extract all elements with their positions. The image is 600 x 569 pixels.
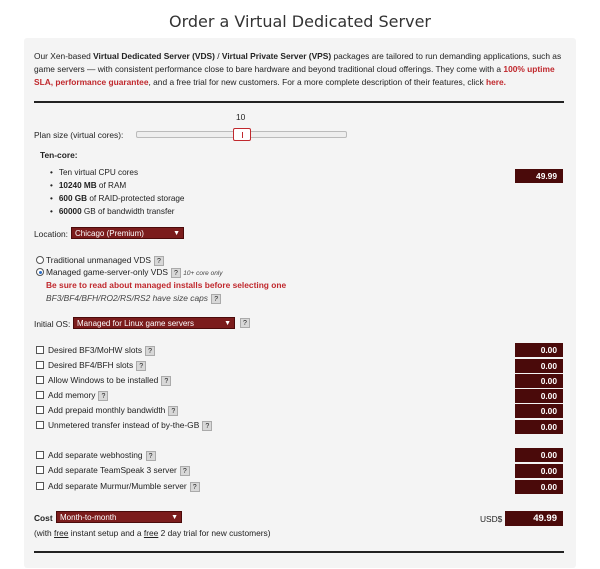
addon-label: Add memory ? — [48, 390, 108, 401]
cost-label: Cost — [34, 513, 53, 523]
managed-note: 10+ core only — [183, 270, 223, 277]
page-title: Order a Virtual Dedicated Server — [168, 12, 431, 31]
os-label: Initial OS: — [34, 319, 71, 329]
addon-price: 0.00 — [515, 359, 563, 373]
help-icon[interactable]: ? — [202, 421, 212, 431]
intro-part: packages are tailored to run demanding applications, such as game servers — with consistent performance close to bare hardware and beyond traditional cloud offerings. They come with a — [34, 51, 562, 74]
managed-radio[interactable] — [36, 268, 44, 276]
help-icon[interactable]: ? — [136, 361, 146, 371]
chevron-down-icon: ▼ — [173, 230, 180, 237]
free-setup-link[interactable]: free — [54, 528, 69, 538]
cost-note: (with free instant setup and a free 2 day trial for new customers) — [34, 528, 271, 538]
help-icon[interactable]: ? — [98, 391, 108, 401]
addon-price: 0.00 — [515, 420, 563, 434]
addon-price: 0.00 — [515, 374, 563, 388]
addon-checkbox[interactable] — [36, 346, 44, 354]
intro-part: , and a free trial for new customers. For a more complete description of their features, click — [148, 77, 486, 87]
extra-price: 0.00 — [515, 480, 563, 494]
intro-vps: Virtual Private Server (VPS) — [221, 51, 332, 61]
extra-label: Add separate Murmur/Mumble server ? — [48, 481, 200, 492]
chevron-down-icon: ▼ — [171, 514, 178, 521]
extra-checkbox[interactable] — [36, 466, 44, 474]
managed-warning[interactable]: Be sure to read about managed installs before selecting one — [46, 280, 287, 290]
addon-label: Add prepaid monthly bandwidth ? — [48, 405, 178, 416]
addon-price: 0.00 — [515, 343, 563, 357]
total-price: 49.99 — [505, 511, 563, 526]
divider — [34, 551, 564, 553]
intro-part: , — [50, 77, 56, 87]
help-icon[interactable]: ? — [146, 451, 156, 461]
extra-checkbox[interactable] — [36, 451, 44, 459]
addon-checkbox[interactable] — [36, 406, 44, 414]
help-icon[interactable]: ? — [171, 268, 181, 278]
managed-option: Managed game-server-only VDS ? 10+ core only — [46, 267, 223, 277]
addon-label: Desired BF4/BFH slots ? — [48, 360, 146, 371]
feature-item: • Ten virtual CPU cores — [50, 166, 184, 179]
intro-part: Our Xen-based — [34, 51, 94, 61]
intro-vds: Virtual Dedicated Server (VDS) — [93, 51, 215, 61]
feature-item: • 10240 MB of RAM — [50, 179, 184, 192]
addon-label: Desired BF3/MoHW slots ? — [48, 345, 155, 356]
uptime-sla-link[interactable]: 100% uptime SLA — [34, 64, 555, 87]
unmanaged-radio[interactable] — [36, 256, 44, 264]
unmanaged-option: Traditional unmanaged VDS ? — [46, 255, 164, 266]
help-icon[interactable]: ? — [211, 294, 221, 304]
addon-price: 0.00 — [515, 404, 563, 418]
extra-label: Add separate TeamSpeak 3 server ? — [48, 465, 190, 476]
location-label: Location: — [34, 229, 68, 239]
addon-checkbox[interactable] — [36, 421, 44, 429]
intro-part: / — [214, 51, 222, 61]
location-select[interactable] — [71, 227, 184, 239]
cost-period-selected: Month-to-month — [60, 513, 117, 522]
help-icon[interactable]: ? — [190, 482, 200, 492]
feature-item: • 600 GB of RAID-protected storage — [50, 192, 184, 205]
cost-period-select[interactable] — [56, 511, 182, 523]
addon-label: Unmetered transfer instead of by-the-GB ? — [48, 420, 212, 431]
intro-text — [34, 50, 566, 89]
extra-label: Add separate webhosting ? — [48, 450, 156, 461]
help-icon[interactable]: ? — [161, 376, 171, 386]
help-icon[interactable]: ? — [180, 466, 190, 476]
plan-features — [50, 166, 184, 218]
free-trial-link[interactable]: free — [143, 528, 159, 538]
addon-checkbox[interactable] — [36, 376, 44, 384]
plan-size-label: Plan size (virtual cores): — [34, 130, 124, 140]
extra-price: 0.00 — [515, 464, 563, 478]
performance-guarantee-link[interactable]: performance guarantee — [55, 77, 149, 87]
location-selected: Chicago (Premium) — [75, 229, 144, 238]
divider — [34, 101, 564, 103]
currency-label: USD$ — [480, 514, 503, 524]
os-selected: Managed for Linux game servers — [77, 319, 194, 328]
help-icon[interactable]: ? — [145, 346, 155, 356]
size-caps-note: BF3/BF4/BFH/RO2/RS/RS2 have size caps ? — [46, 293, 221, 304]
plan-size-value: 10 — [236, 112, 246, 122]
plan-tier-name: Ten-core: — [40, 150, 78, 160]
os-select[interactable] — [73, 317, 235, 329]
slider-handle[interactable] — [233, 128, 251, 141]
chevron-down-icon: ▼ — [224, 320, 231, 327]
extra-checkbox[interactable] — [36, 482, 44, 490]
extra-price: 0.00 — [515, 448, 563, 462]
plan-price: 49.99 — [515, 169, 563, 183]
feature-item: • 60000 GB of bandwidth transfer — [50, 205, 184, 218]
addon-checkbox[interactable] — [36, 361, 44, 369]
addon-price: 0.00 — [515, 389, 563, 403]
addon-checkbox[interactable] — [36, 391, 44, 399]
help-icon[interactable]: ? — [154, 256, 164, 266]
here-link[interactable]: here. — [485, 77, 506, 87]
addon-label: Allow Windows to be installed ? — [48, 375, 171, 386]
help-icon[interactable]: ? — [168, 406, 178, 416]
help-icon[interactable]: ? — [240, 318, 250, 328]
